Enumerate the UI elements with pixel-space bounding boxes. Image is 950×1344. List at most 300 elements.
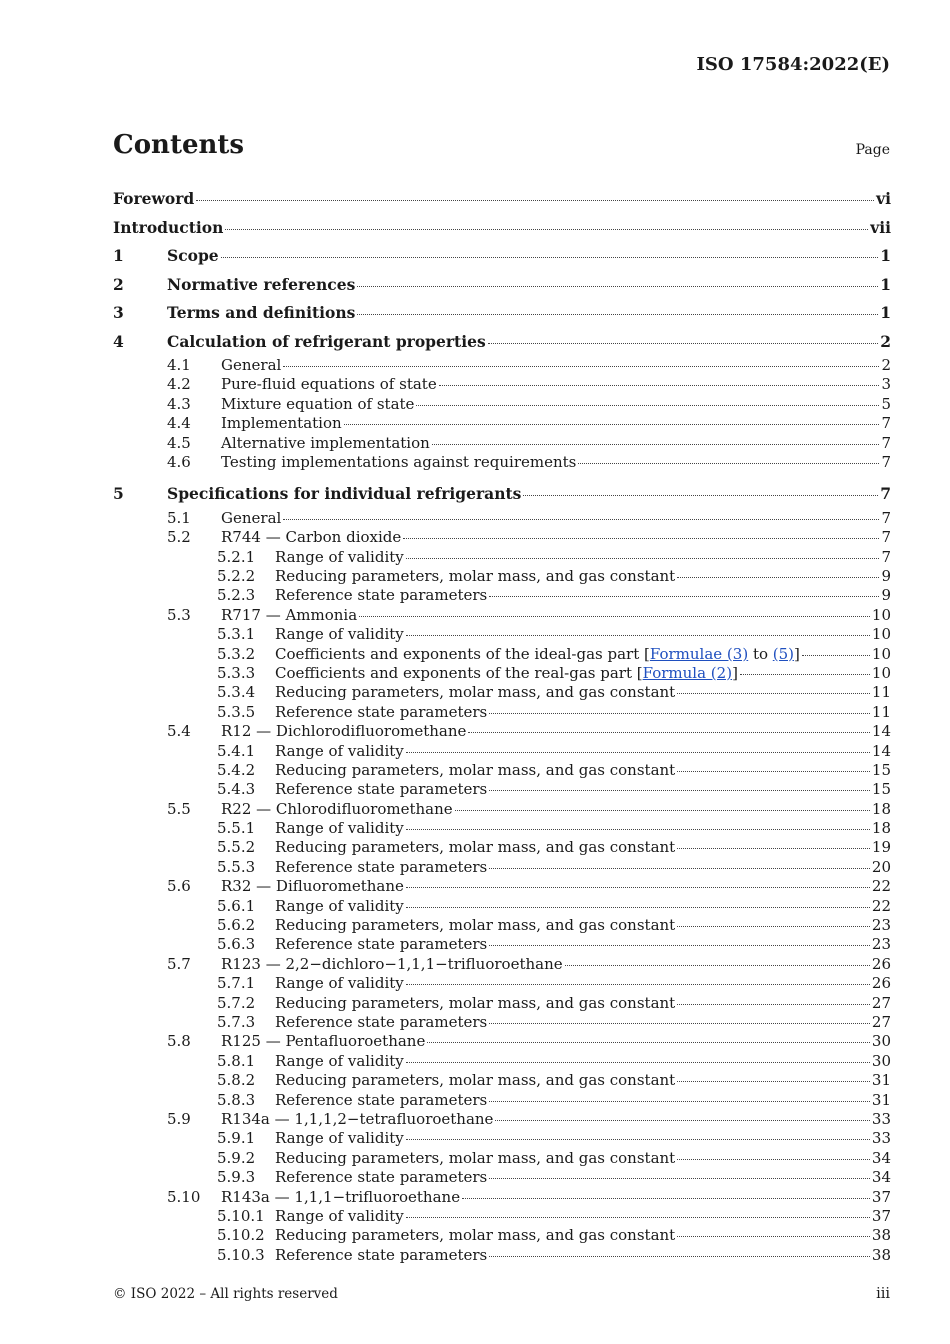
toc-entry-title-text: Reducing parameters, molar mass, and gas constant	[275, 1148, 676, 1167]
toc-entry-page: 33	[871, 1109, 891, 1128]
toc-entry-title-text: General	[221, 356, 282, 374]
toc-entry-title	[113, 548, 404, 567]
toc-entry-page: 26	[871, 974, 891, 993]
toc-entry-number: 5.4.2	[217, 760, 256, 779]
toc-entry-title-text: ]	[732, 663, 738, 682]
toc-entry-page: 30	[871, 1051, 891, 1070]
toc-entry-page: 33	[871, 1129, 891, 1148]
toc-entry-title-text: Reference state parameters	[275, 1245, 488, 1264]
dot-leader	[677, 1081, 870, 1082]
toc-entry[interactable]	[113, 567, 891, 586]
toc-entry-title-text: Testing implementations against requirements	[221, 452, 577, 471]
toc-entry-page: 7	[881, 547, 891, 566]
toc-entry-title-text: Reference state parameters	[275, 1168, 488, 1187]
dot-leader	[406, 829, 870, 830]
toc-entry-title	[113, 819, 404, 838]
toc-entry-title	[113, 877, 404, 896]
toc-entry-title-text: Alternative implementation	[221, 433, 430, 452]
dot-leader	[489, 1023, 870, 1024]
toc-entry-number: 5.2.3	[217, 586, 256, 605]
toc-entry-title	[113, 480, 521, 509]
toc-entry-page: 37	[871, 1187, 891, 1206]
toc-entry-title	[113, 683, 675, 702]
toc-entry-page: 27	[871, 1013, 891, 1031]
toc-entry-page: 1	[880, 246, 891, 265]
toc-entry[interactable]	[113, 586, 891, 605]
toc-entry-page: 7	[881, 528, 891, 547]
toc-entry-title-text: Scope	[167, 246, 219, 265]
toc-entry-title	[113, 935, 487, 954]
toc-entry-number: 5.1	[167, 508, 191, 527]
toc-entry[interactable]	[113, 683, 891, 702]
toc-entry-number: 4.6	[167, 452, 191, 471]
toc-entry-title	[113, 1013, 487, 1032]
toc-entry-number: 5	[113, 484, 124, 504]
dot-leader	[359, 616, 870, 617]
toc-entry-title-text: Introduction	[113, 217, 224, 237]
toc-entry-page: 34	[871, 1148, 891, 1167]
toc-entry-title	[113, 974, 404, 993]
dot-leader	[677, 926, 870, 927]
toc-entry[interactable]	[113, 1110, 891, 1129]
dot-leader	[406, 635, 870, 636]
toc-entry-page: 22	[871, 896, 891, 915]
toc-entry-title-text: Reference state parameters	[275, 702, 488, 721]
toc-entry-number: 2	[113, 274, 124, 294]
toc-entry-title	[113, 395, 414, 414]
dot-leader	[357, 286, 878, 287]
toc-entry-page: 22	[871, 877, 891, 896]
toc-entry-page: 10	[871, 605, 891, 624]
dot-leader	[802, 655, 870, 656]
toc-entry-number: 5.6.2	[217, 916, 256, 935]
toc-entry[interactable]	[113, 897, 891, 916]
toc-entry[interactable]	[113, 1052, 891, 1071]
dot-leader	[677, 848, 870, 849]
page-title: Contents	[113, 130, 245, 160]
toc-entry-title-text: Range of validity	[275, 1051, 404, 1070]
toc-entry-number: 4.2	[167, 375, 191, 394]
toc-entry[interactable]	[113, 664, 891, 683]
formula-link[interactable]: (5)	[772, 644, 795, 663]
toc-entry-title-text: Range of validity	[275, 1206, 404, 1225]
toc-entry-page: 2	[880, 331, 891, 351]
dot-leader	[283, 519, 879, 520]
toc-entry-number: 5.5.3	[217, 857, 256, 876]
toc-entry[interactable]	[113, 877, 891, 896]
toc-entry[interactable]	[113, 356, 891, 375]
toc-entry-number: 5.9	[167, 1109, 191, 1128]
toc-entry[interactable]	[113, 742, 891, 761]
toc-entry[interactable]	[113, 1091, 891, 1110]
toc-entry-title-text: Reference state parameters	[275, 1013, 488, 1031]
toc-entry[interactable]	[113, 935, 891, 954]
toc-entry-title	[113, 328, 486, 357]
dot-leader	[489, 713, 870, 714]
toc-entry-title	[113, 1129, 404, 1148]
toc-entry-title-text: Specifications for individual refrigerants	[167, 484, 522, 504]
toc-entry[interactable]	[113, 509, 891, 528]
toc-entry-title	[113, 625, 404, 644]
toc-entry-title-text: Terms and definitions	[167, 303, 356, 322]
toc-entry-number: 5.2.2	[217, 567, 256, 586]
toc-entry-title-text: R744 — Carbon dioxide	[221, 528, 402, 547]
toc-entry-page: 7	[881, 414, 891, 433]
toc-entry-page: 37	[871, 1206, 891, 1225]
toc-entry-title	[113, 1168, 487, 1187]
toc-entry-page: 31	[871, 1090, 891, 1109]
toc-entry-page: 38	[871, 1245, 891, 1264]
toc-entry[interactable]	[113, 974, 891, 993]
table-of-contents	[113, 185, 891, 1265]
toc-entry-title	[113, 838, 675, 857]
toc-entry[interactable]	[113, 703, 891, 722]
toc-entry-page: 10	[871, 644, 891, 663]
toc-entry[interactable]	[113, 1032, 891, 1051]
dot-leader	[489, 1256, 870, 1257]
toc-entry[interactable]	[113, 1168, 891, 1187]
toc-entry-number: 5.8	[167, 1032, 191, 1051]
toc-entry-title-text: Range of validity	[275, 1129, 404, 1148]
toc-entry-title-text: Normative references	[167, 274, 356, 294]
toc-entry-number: 5.2.1	[217, 547, 256, 566]
toc-entry[interactable]	[113, 916, 891, 935]
toc-entry[interactable]	[113, 453, 891, 472]
dot-leader	[406, 907, 870, 908]
page-number: iii	[876, 1286, 890, 1302]
toc-entry-title-text: Reference state parameters	[275, 857, 488, 876]
toc-entry[interactable]	[113, 214, 891, 243]
dot-leader	[489, 596, 879, 597]
toc-entry-title-text: Reducing parameters, molar mass, and gas constant	[275, 1226, 676, 1245]
toc-entry-title	[113, 664, 738, 683]
toc-entry-title-text: R123 — 2,2−dichloro−1,1,1−trifluoroethane	[221, 954, 563, 973]
toc-entry-number: 4	[113, 331, 124, 351]
toc-entry-number: 5.3.4	[217, 683, 256, 702]
toc-entry-page: 20	[871, 857, 891, 876]
toc-entry-title	[113, 242, 219, 271]
dot-leader	[427, 1042, 870, 1043]
toc-entry[interactable]	[113, 780, 891, 799]
toc-entry[interactable]	[113, 548, 891, 567]
dot-leader	[416, 405, 879, 406]
dot-leader	[489, 1101, 870, 1102]
toc-entry-number: 5.5	[167, 799, 191, 818]
dot-leader	[357, 314, 878, 315]
dot-leader	[677, 1159, 870, 1160]
toc-entry[interactable]	[113, 722, 891, 741]
toc-entry-number: 5.3	[167, 605, 191, 624]
toc-entry-page: 23	[871, 935, 891, 954]
toc-entry-title	[113, 1226, 675, 1245]
toc-entry[interactable]	[113, 414, 891, 433]
toc-entry[interactable]	[113, 271, 891, 300]
toc-entry-title-text: Reducing parameters, molar mass, and gas constant	[275, 1071, 676, 1090]
toc-entry[interactable]	[113, 1013, 891, 1032]
toc-entry-title	[113, 586, 487, 605]
dot-leader	[406, 558, 880, 559]
dot-leader	[489, 945, 870, 946]
dot-leader	[432, 444, 880, 445]
toc-entry-number: 5.3.1	[217, 625, 256, 644]
toc-entry-title-text: Reducing parameters, molar mass, and gas constant	[275, 916, 676, 935]
toc-entry-page: 10	[871, 663, 891, 682]
toc-entry-title-text: R143a — 1,1,1−trifluoroethane	[221, 1187, 461, 1206]
toc-entry-page: 31	[871, 1071, 891, 1090]
toc-entry-page: 30	[871, 1032, 891, 1051]
toc-entry-title	[113, 1032, 425, 1051]
toc-entry-title-text: Calculation of refrigerant properties	[167, 331, 486, 351]
toc-entry[interactable]	[113, 395, 891, 414]
toc-entry-title	[113, 185, 194, 214]
toc-entry-title	[113, 434, 430, 453]
toc-entry-title-text: Range of validity	[275, 896, 404, 915]
toc-entry-title-text: ]	[794, 644, 800, 663]
toc-entry-title	[113, 916, 675, 935]
dot-leader	[677, 1004, 870, 1005]
toc-entry[interactable]	[113, 606, 891, 625]
toc-entry[interactable]	[113, 1071, 891, 1090]
toc-entry-number: 5.10.1	[217, 1206, 265, 1225]
toc-entry-title	[113, 509, 281, 528]
toc-entry-title-text: Reducing parameters, molar mass, and gas constant	[275, 838, 676, 857]
toc-entry-page: 34	[871, 1168, 891, 1187]
dot-leader	[740, 674, 870, 675]
toc-entry[interactable]	[113, 955, 891, 974]
toc-entry-title	[113, 1091, 487, 1110]
toc-entry[interactable]	[113, 1246, 891, 1265]
toc-entry-title-text: Range of validity	[275, 625, 404, 644]
dot-leader	[489, 1178, 870, 1179]
toc-entry-page: 23	[871, 916, 891, 935]
dot-leader	[196, 200, 874, 201]
dot-leader	[225, 229, 868, 230]
toc-entry-number: 4.1	[167, 356, 191, 374]
toc-entry-page: 18	[871, 799, 891, 818]
toc-entry-title	[113, 800, 453, 819]
toc-entry-title-text: Reference state parameters	[275, 1090, 488, 1109]
toc-entry[interactable]	[113, 480, 891, 509]
dot-leader	[489, 868, 870, 869]
toc-entry-title-text: Range of validity	[275, 974, 404, 993]
toc-entry-title-text: General	[221, 508, 282, 527]
toc-entry-title	[113, 271, 355, 300]
toc-entry-title-text: Range of validity	[275, 547, 404, 566]
toc-entry-title-text: R12 — Dichlorodifluoromethane	[221, 722, 467, 741]
toc-entry-title	[113, 761, 675, 780]
dot-leader	[406, 1139, 870, 1140]
toc-entry-page: 9	[881, 567, 891, 586]
dot-leader	[406, 1217, 870, 1218]
toc-entry-number: 5.3.2	[217, 644, 256, 663]
dot-leader	[677, 577, 879, 578]
toc-entry-page: vii	[870, 217, 891, 237]
toc-entry-title-text: Reference state parameters	[275, 586, 488, 605]
toc-entry-title	[113, 214, 223, 243]
toc-entry-title-text: Coefficients and exponents of the real-gas part [	[275, 663, 643, 682]
toc-entry[interactable]	[113, 645, 891, 664]
toc-entry-title	[113, 742, 404, 761]
toc-entry[interactable]	[113, 528, 891, 547]
toc-entry-title-text: Reducing parameters, molar mass, and gas constant	[275, 683, 676, 702]
dot-leader	[462, 1198, 870, 1199]
toc-entry[interactable]	[113, 994, 891, 1013]
toc-entry-title	[113, 858, 487, 877]
toc-entry-page: 1	[880, 274, 891, 294]
toc-entry-page: 1	[880, 303, 891, 322]
toc-entry[interactable]	[113, 800, 891, 819]
toc-entry-page: 15	[871, 780, 891, 799]
page-column-label: Page	[855, 142, 890, 158]
toc-entry-title-text: R134a — 1,1,1,2−tetrafluoroethane	[221, 1109, 494, 1128]
dot-leader	[283, 366, 879, 367]
toc-entry-title	[113, 356, 281, 375]
toc-entry-number: 5.5.1	[217, 819, 256, 838]
toc-entry-number: 4.4	[167, 414, 191, 433]
toc-entry-title	[113, 1071, 675, 1090]
toc-entry-title	[113, 994, 675, 1013]
toc-entry-title-text: Reference state parameters	[275, 780, 488, 799]
toc-entry-title	[113, 1246, 487, 1265]
dot-leader	[677, 693, 870, 694]
toc-entry-number: 3	[113, 303, 124, 322]
toc-entry-title-text: Range of validity	[275, 819, 404, 838]
toc-entry-title	[113, 299, 355, 328]
toc-entry-page: vi	[876, 189, 891, 208]
dot-leader	[403, 538, 879, 539]
toc-entry[interactable]	[113, 185, 891, 214]
dot-leader	[221, 257, 879, 258]
toc-entry-page: 3	[881, 375, 891, 394]
toc-entry-title-text: Pure-fluid equations of state	[221, 375, 437, 394]
toc-entry-title-text: R717 — Ammonia	[221, 605, 358, 624]
dot-leader	[677, 1236, 870, 1237]
formula-link[interactable]: Formulae (3)	[649, 644, 749, 663]
toc-entry-title-text: Reference state parameters	[275, 935, 488, 954]
toc-entry-number: 5.9.2	[217, 1148, 256, 1167]
toc-entry-number: 5.9.1	[217, 1129, 256, 1148]
toc-entry[interactable]	[113, 375, 891, 394]
toc-entry-title	[113, 375, 437, 394]
toc-entry-number: 1	[113, 246, 124, 265]
toc-entry[interactable]	[113, 1129, 891, 1148]
toc-entry-title-text: Coefficients and exponents of the ideal-gas part [	[275, 644, 650, 663]
toc-entry-title-text: Implementation	[221, 414, 342, 433]
toc-entry-title-text: Reducing parameters, molar mass, and gas constant	[275, 993, 676, 1012]
toc-entry-page: 11	[871, 683, 891, 702]
toc-entry-number: 5.7.3	[217, 1013, 256, 1031]
toc-entry-page: 11	[871, 702, 891, 721]
toc-entry-page: 14	[871, 741, 891, 760]
toc-entry[interactable]	[113, 819, 891, 838]
toc-entry-page: 7	[881, 452, 891, 471]
toc-entry[interactable]	[113, 1226, 891, 1245]
toc-entry-number: 5.10.2	[217, 1226, 265, 1245]
toc-entry-page: 9	[881, 586, 891, 605]
toc-entry-title-text: R125 — Pentafluoroethane	[221, 1032, 426, 1051]
toc-entry-page: 14	[871, 722, 891, 741]
toc-entry[interactable]	[113, 858, 891, 877]
toc-entry-number: 4.5	[167, 433, 191, 452]
dot-leader	[455, 810, 870, 811]
toc-entry-title-text: Foreword	[113, 189, 195, 208]
toc-entry-number: 5.5.2	[217, 838, 256, 857]
dot-leader	[406, 1062, 870, 1063]
toc-entry-page: 19	[871, 838, 891, 857]
toc-entry[interactable]	[113, 1149, 891, 1168]
dot-leader	[489, 790, 870, 791]
toc-entry-title	[113, 528, 401, 547]
dot-leader	[523, 495, 878, 496]
dot-leader	[677, 771, 870, 772]
toc-entry-page: 38	[871, 1226, 891, 1245]
dot-leader	[565, 965, 870, 966]
toc-entry-number: 5.10	[167, 1187, 201, 1206]
toc-entry-number: 5.7.2	[217, 993, 256, 1012]
toc-entry[interactable]	[113, 761, 891, 780]
dot-leader	[495, 1120, 869, 1121]
toc-entry-title	[113, 780, 487, 799]
toc-entry-title	[113, 722, 466, 741]
toc-entry-page: 15	[871, 760, 891, 779]
toc-entry-number: 5.7	[167, 954, 191, 973]
toc-entry[interactable]	[113, 838, 891, 857]
toc-entry-number: 5.7.1	[217, 974, 256, 993]
formula-link[interactable]: Formula (2)	[642, 663, 733, 682]
toc-entry-title	[113, 1188, 460, 1207]
toc-entry-number: 5.4.1	[217, 741, 256, 760]
toc-entry-title-text: Mixture equation of state	[221, 394, 415, 413]
toc-entry[interactable]	[113, 1207, 891, 1226]
toc-entry-page: 27	[871, 993, 891, 1012]
toc-entry-number: 5.8.3	[217, 1090, 256, 1109]
toc-entry-title	[113, 567, 675, 586]
toc-entry-title	[113, 606, 357, 625]
toc-entry-number: 5.8.1	[217, 1051, 256, 1070]
toc-entry-page: 5	[881, 394, 891, 413]
toc-entry-title-text: Range of validity	[275, 741, 404, 760]
toc-entry-title	[113, 703, 487, 722]
toc-entry[interactable]	[113, 1188, 891, 1207]
copyright-notice: © ISO 2022 – All rights reserved	[113, 1286, 338, 1302]
toc-entry[interactable]	[113, 242, 891, 271]
toc-entry-page: 2	[881, 356, 891, 374]
toc-entry-number: 5.4.3	[217, 780, 256, 799]
toc-entry[interactable]	[113, 434, 891, 453]
toc-entry[interactable]	[113, 299, 891, 328]
dot-leader	[406, 984, 870, 985]
toc-entry-page: 7	[881, 508, 891, 527]
toc-entry-number: 4.3	[167, 394, 191, 413]
toc-entry-title-text: to	[748, 644, 773, 663]
toc-entry-number: 5.6.3	[217, 935, 256, 954]
toc-entry-number: 5.10.3	[217, 1245, 265, 1264]
toc-entry-title	[113, 897, 404, 916]
toc-entry[interactable]	[113, 625, 891, 644]
toc-entry-title-text: Reducing parameters, molar mass, and gas constant	[275, 567, 676, 586]
dot-leader	[488, 343, 879, 344]
toc-entry-title-text: Reducing parameters, molar mass, and gas constant	[275, 760, 676, 779]
toc-entry-page: 26	[871, 954, 891, 973]
toc-entry-page: 7	[880, 484, 891, 504]
toc-entry-number: 5.9.3	[217, 1168, 256, 1187]
toc-entry-number: 5.3.3	[217, 663, 256, 682]
toc-entry-number: 5.3.5	[217, 702, 256, 721]
dot-leader	[439, 385, 880, 386]
toc-entry[interactable]	[113, 328, 891, 357]
toc-entry-title	[113, 1052, 404, 1071]
toc-entry-page: 18	[871, 819, 891, 838]
